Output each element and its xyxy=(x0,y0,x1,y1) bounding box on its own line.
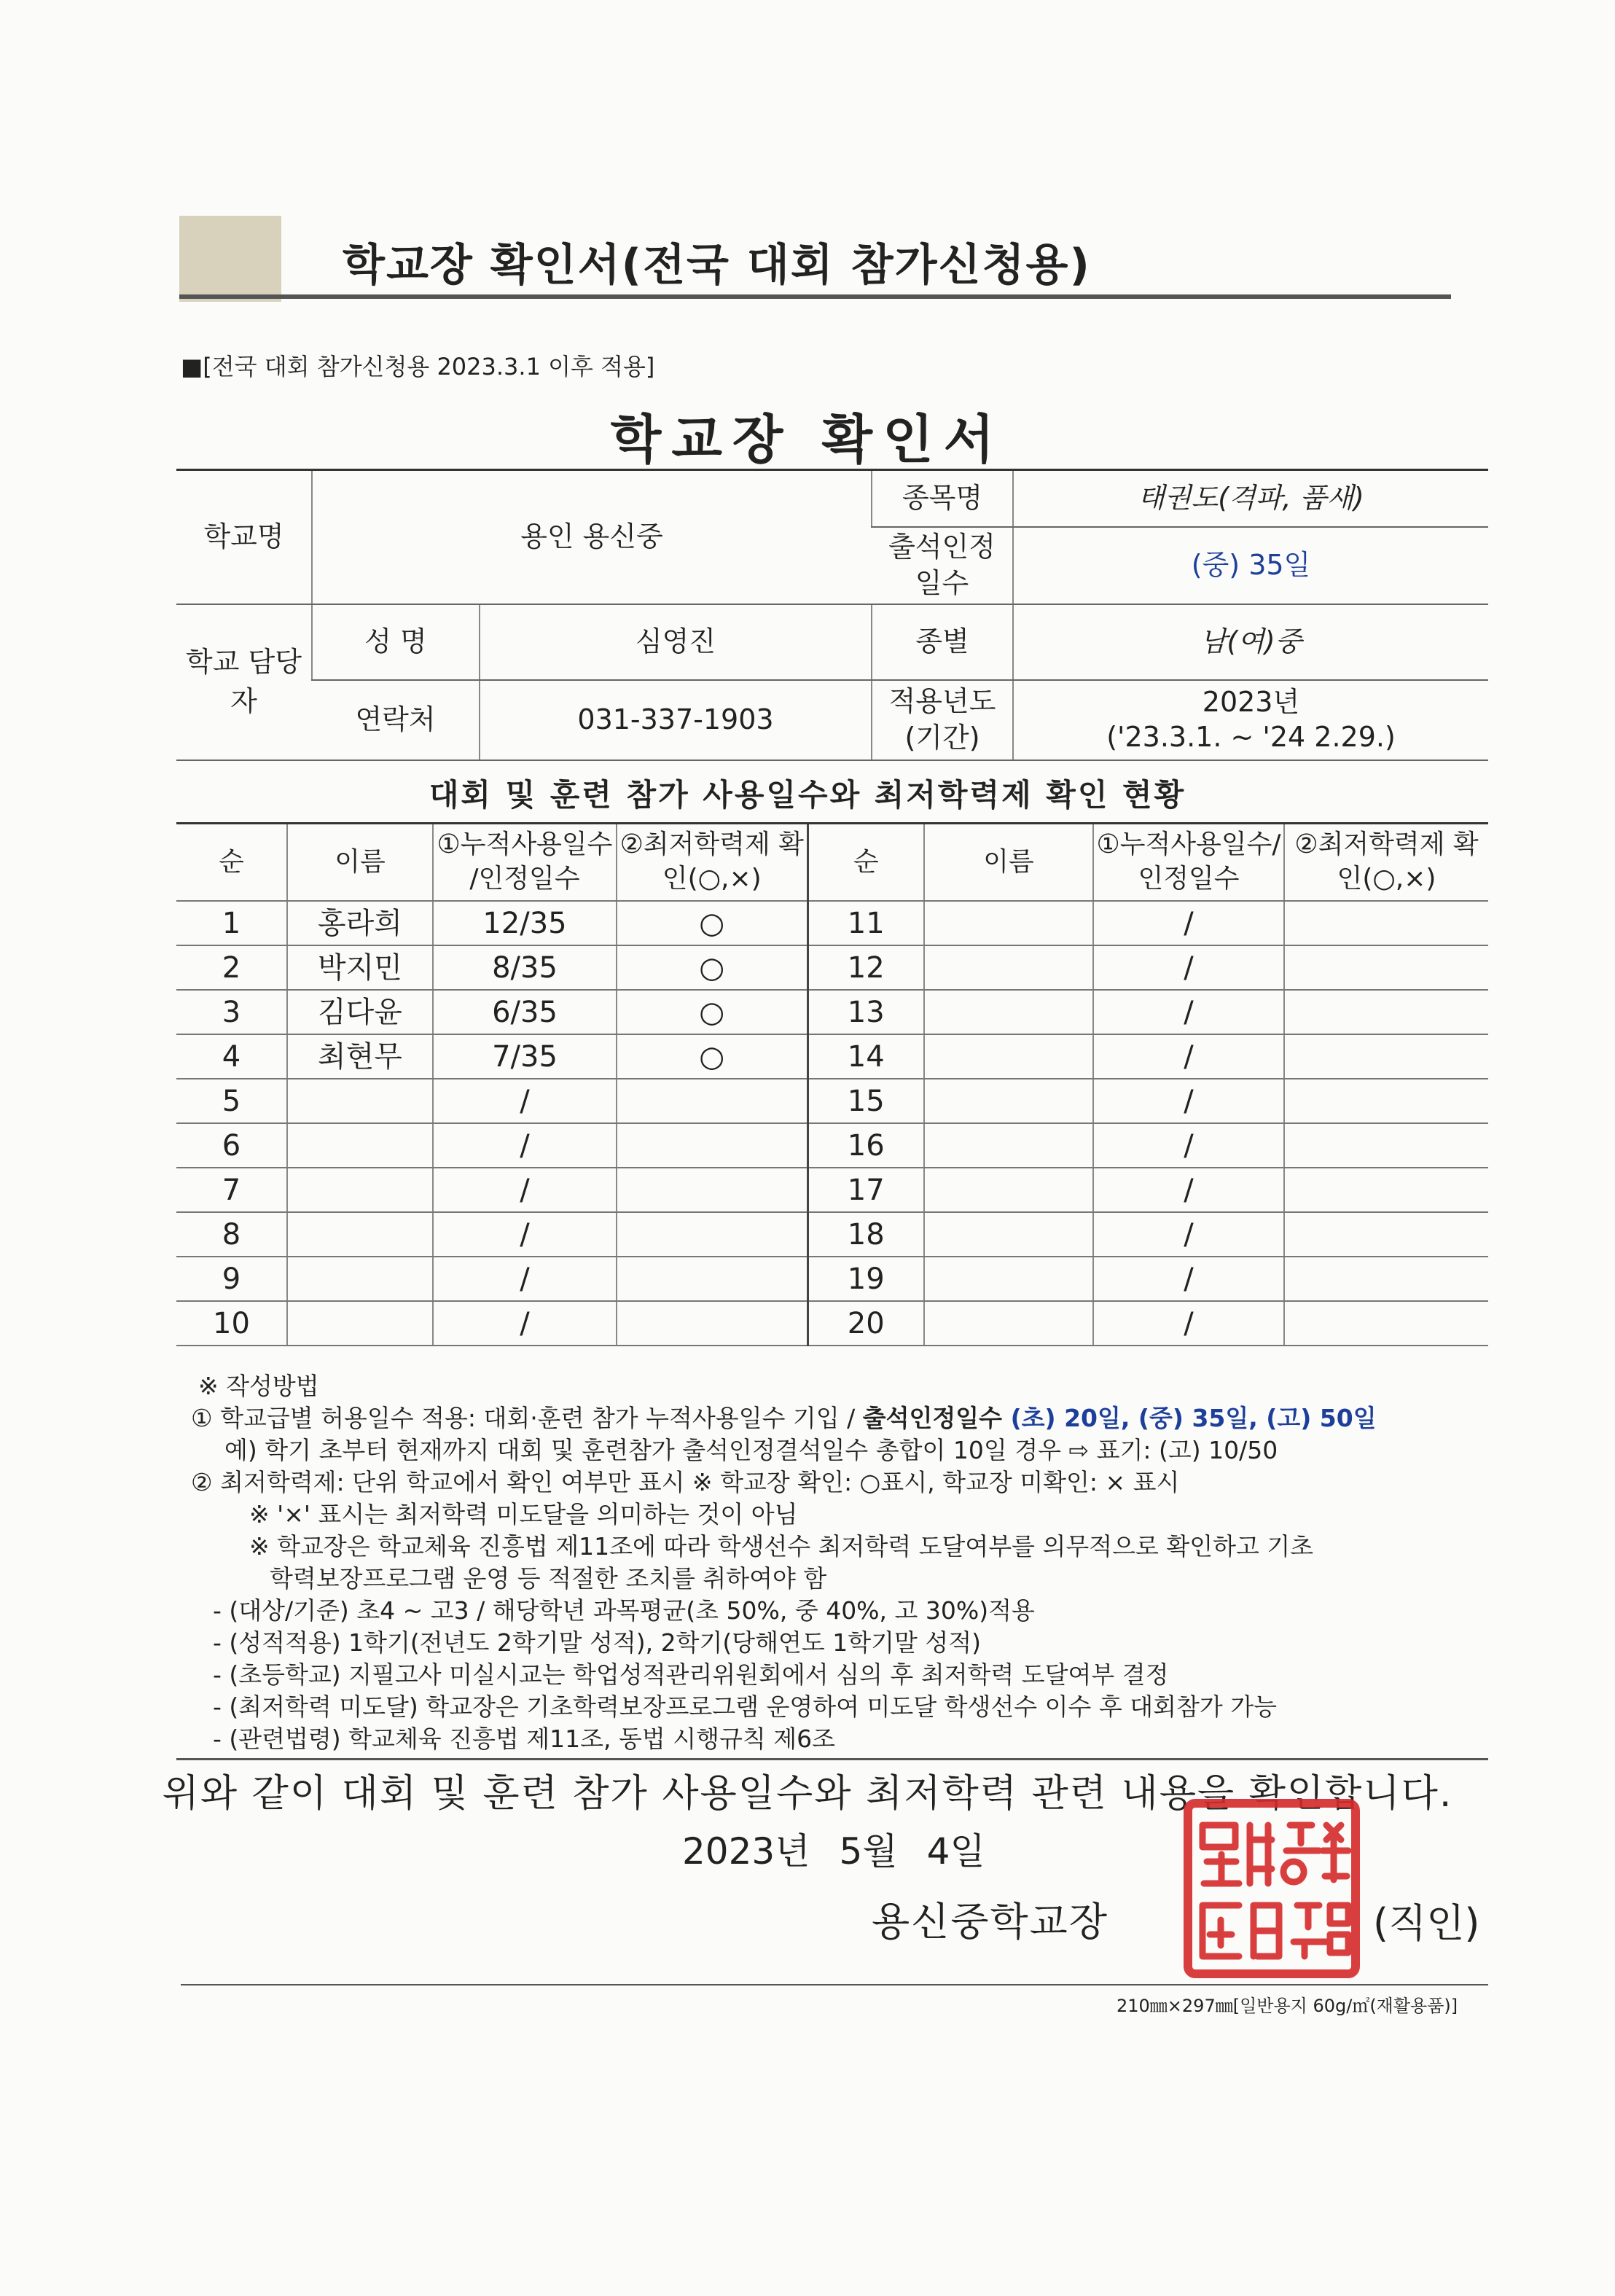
manager-label: 학교 담당자 xyxy=(176,604,312,760)
min-grade-check xyxy=(617,1301,808,1346)
days-used-right: / xyxy=(1093,1079,1284,1123)
header-rule xyxy=(179,294,1451,299)
table-row xyxy=(176,1212,1488,1257)
footer-rule xyxy=(181,1984,1488,1985)
detail-3: - (초등학교) 지필고사 미실시교는 학업성적관리위원회에서 심의 후 최저학력 도달여부 결정 xyxy=(213,1660,1169,1689)
row-number-right: 14 xyxy=(808,1034,924,1079)
days-used-right: / xyxy=(1093,1301,1284,1346)
school-name: 용인 용신중 xyxy=(312,470,872,604)
detail-1: - (대상/기준) 초4 ~ 고3 / 해당학년 과목평균(초 50%, 중 40%, 고 30%)적용 xyxy=(213,1596,1035,1625)
min-grade-check-right xyxy=(1284,990,1488,1034)
note-1: ① 학교급별 허용일수 적용: 대회·훈련 참가 누적사용일수 기입 / 출석인정일수 (초) 20일, (중) 35일, (고) 50일 xyxy=(191,1404,1377,1432)
event-label: 종목명 xyxy=(872,470,1013,527)
min-grade-check xyxy=(617,1212,808,1257)
col-header-days-right: ①누적사용일수/ 인정일수 xyxy=(1093,824,1284,902)
min-grade-check xyxy=(617,1168,808,1212)
min-grade-check-right xyxy=(1284,1123,1488,1168)
row-number: 4 xyxy=(176,1034,287,1079)
student-name xyxy=(287,1301,433,1346)
participants-table xyxy=(176,822,1488,1346)
row-number: 2 xyxy=(176,945,287,990)
student-name-right xyxy=(924,1034,1093,1079)
school-name-label: 학교명 xyxy=(176,470,312,604)
note-2-sub-2b: 학력보장프로그램 운영 등 적절한 조치를 취하여야 함 xyxy=(270,1564,827,1593)
header-title: 학교장 확인서(전국 대회 참가신청용) xyxy=(343,240,1091,291)
table-row xyxy=(176,1123,1488,1168)
notes-rule xyxy=(176,1758,1488,1760)
issue-date xyxy=(682,1822,1014,1875)
days-used: 8/35 xyxy=(433,945,617,990)
min-grade-check xyxy=(617,1257,808,1301)
student-name-right xyxy=(924,1257,1093,1301)
attendance-label: 출석인정 일수 xyxy=(872,527,1013,604)
detail-2: - (성적적용) 1학기(전년도 2학기말 성적), 2학기(당해연도 1학기말 성적) xyxy=(213,1628,982,1657)
table-row xyxy=(176,1257,1488,1301)
row-number: 7 xyxy=(176,1168,287,1212)
student-name-right xyxy=(924,1123,1093,1168)
student-name xyxy=(287,1079,433,1123)
min-grade-check xyxy=(617,1123,808,1168)
row-number-right: 16 xyxy=(808,1123,924,1168)
min-grade-check: ○ xyxy=(617,990,808,1034)
seal-label: (직인) xyxy=(1373,1900,1480,1946)
student-name-right xyxy=(924,1301,1093,1346)
applicability-note: ■[전국 대회 참가신청용 2023.3.1 이후 적용] xyxy=(181,353,655,380)
table-row xyxy=(176,1301,1488,1346)
note-1-example: 예) 학기 초부터 현재까지 대회 및 훈련참가 출석인정결석일수 총합이 10일 경우 ⇨ 표기: (고) 10/50 xyxy=(224,1436,1278,1464)
student-name xyxy=(287,1212,433,1257)
row-number-right: 20 xyxy=(808,1301,924,1346)
confirmation-statement: 위와 같이 대회 및 훈련 참가 사용일수와 최저학력 관련 내용을 확인합니다. xyxy=(162,1772,1453,1816)
instructions xyxy=(191,1370,1503,1755)
row-number: 9 xyxy=(176,1257,287,1301)
row-number-right: 17 xyxy=(808,1168,924,1212)
student-name-right xyxy=(924,990,1093,1034)
row-number: 6 xyxy=(176,1123,287,1168)
note-2-sub-1: ※ '×' 표시는 최저학력 미도달을 의미하는 것이 아님 xyxy=(249,1500,798,1528)
days-used-right: / xyxy=(1093,1034,1284,1079)
attendance-value: (중) 35일 xyxy=(1013,527,1488,604)
contact-value: 031-337-1903 xyxy=(480,680,872,760)
table-row xyxy=(176,1168,1488,1212)
min-grade-check-right xyxy=(1284,1034,1488,1079)
year-label: 적용년도 (기간) xyxy=(872,680,1013,760)
date-month: 5월 xyxy=(839,1830,898,1873)
table-row xyxy=(176,901,1488,945)
notes-heading: ※ 작성방법 xyxy=(198,1372,319,1400)
gender-label: 종별 xyxy=(872,604,1013,680)
info-table xyxy=(176,469,1488,761)
min-grade-check-right xyxy=(1284,1079,1488,1123)
min-grade-check-right xyxy=(1284,1301,1488,1346)
student-name-right xyxy=(924,945,1093,990)
student-name-right xyxy=(924,1079,1093,1123)
days-used: 7/35 xyxy=(433,1034,617,1079)
row-number-right: 11 xyxy=(808,901,924,945)
note-2-sub-2: ※ 학교장은 학교체육 진흥법 제11조에 따라 학생선수 최저학력 도달여부를 의무적으로 확인하고 기초 xyxy=(249,1532,1314,1561)
row-number-right: 13 xyxy=(808,990,924,1034)
col-header-check: ②최저학력제 확인(○,×) xyxy=(617,824,808,902)
min-grade-check: ○ xyxy=(617,901,808,945)
student-name: 최현무 xyxy=(287,1034,433,1079)
col-header-name-right: 이름 xyxy=(924,824,1093,902)
period-value: ('23.3.1. ~ '24 2.29.) xyxy=(1106,720,1396,753)
student-name-right xyxy=(924,901,1093,945)
days-used: / xyxy=(433,1079,617,1123)
row-number-right: 15 xyxy=(808,1079,924,1123)
col-header-no: 순 xyxy=(176,824,287,902)
year-cell xyxy=(1013,680,1488,760)
student-name xyxy=(287,1257,433,1301)
row-number: 8 xyxy=(176,1212,287,1257)
student-name: 김다윤 xyxy=(287,990,433,1034)
days-used-right: / xyxy=(1093,1212,1284,1257)
document-title: 학교장 확인서 xyxy=(610,409,1005,470)
days-used-right: / xyxy=(1093,945,1284,990)
min-grade-check-right xyxy=(1284,1168,1488,1212)
min-grade-check: ○ xyxy=(617,1034,808,1079)
days-used-right: / xyxy=(1093,990,1284,1034)
student-name-right xyxy=(924,1212,1093,1257)
min-grade-check-right xyxy=(1284,1257,1488,1301)
student-name xyxy=(287,1168,433,1212)
principal-title: 용신중학교장 xyxy=(872,1899,1108,1945)
table-row xyxy=(176,945,1488,990)
days-used: / xyxy=(433,1212,617,1257)
contact-label: 연락처 xyxy=(312,680,480,760)
student-name: 홍라희 xyxy=(287,901,433,945)
row-number: 5 xyxy=(176,1079,287,1123)
days-used-right: / xyxy=(1093,1257,1284,1301)
note-2: ② 최저학력제: 단위 학교에서 확인 여부만 표시 ※ 학교장 확인: ○표시, 학교장 미확인: × 표시 xyxy=(191,1468,1180,1496)
gender-value: 남(여)중 xyxy=(1013,604,1488,680)
days-used: 12/35 xyxy=(433,901,617,945)
date-day: 4일 xyxy=(926,1830,985,1873)
days-used: 6/35 xyxy=(433,990,617,1034)
detail-5: - (관련법령) 학교체육 진흥법 제11조, 동법 시행규칙 제6조 xyxy=(213,1725,835,1753)
table-row xyxy=(176,1034,1488,1079)
table-row xyxy=(176,990,1488,1034)
days-used-right: / xyxy=(1093,901,1284,945)
min-grade-check-right xyxy=(1284,901,1488,945)
row-number-right: 18 xyxy=(808,1212,924,1257)
date-year: 2023년 xyxy=(682,1830,810,1873)
row-number: 10 xyxy=(176,1301,287,1346)
days-used: / xyxy=(433,1301,617,1346)
days-used: / xyxy=(433,1123,617,1168)
row-number: 1 xyxy=(176,901,287,945)
days-used-right: / xyxy=(1093,1168,1284,1212)
year-value: 2023년 xyxy=(1202,686,1300,718)
status-section-title: 대회 및 훈련 참가 사용일수와 최저학력제 확인 현황 xyxy=(429,777,1186,813)
paper-spec: 210㎜×297㎜[일반용지 60g/㎡(재활용품)] xyxy=(1117,1996,1458,2016)
col-header-check-right: ②최저학력제 확인(○,×) xyxy=(1284,824,1488,902)
row-number-right: 12 xyxy=(808,945,924,990)
min-grade-check: ○ xyxy=(617,945,808,990)
official-seal-stamp xyxy=(1181,1796,1363,1981)
col-header-name: 이름 xyxy=(287,824,433,902)
student-name-right xyxy=(924,1168,1093,1212)
days-used-right: / xyxy=(1093,1123,1284,1168)
min-grade-check-right xyxy=(1284,945,1488,990)
student-name: 박지민 xyxy=(287,945,433,990)
row-number: 3 xyxy=(176,990,287,1034)
days-used: / xyxy=(433,1168,617,1212)
row-number-right: 19 xyxy=(808,1257,924,1301)
name-label: 성 명 xyxy=(312,604,480,680)
min-grade-check-right xyxy=(1284,1212,1488,1257)
header-decor-box xyxy=(179,216,281,302)
min-grade-check xyxy=(617,1079,808,1123)
manager-name: 심영진 xyxy=(480,604,872,680)
event-value: 태권도(격파, 품새) xyxy=(1013,470,1488,527)
col-header-days: ①누적사용일수 /인정일수 xyxy=(433,824,617,902)
detail-4: - (최저학력 미도달) 학교장은 기초학력보장프로그램 운영하여 미도달 학생선수 이수 후 대회참가 가능 xyxy=(213,1692,1278,1721)
table-row xyxy=(176,1079,1488,1123)
days-used: / xyxy=(433,1257,617,1301)
col-header-no-right: 순 xyxy=(808,824,924,902)
student-name xyxy=(287,1123,433,1168)
